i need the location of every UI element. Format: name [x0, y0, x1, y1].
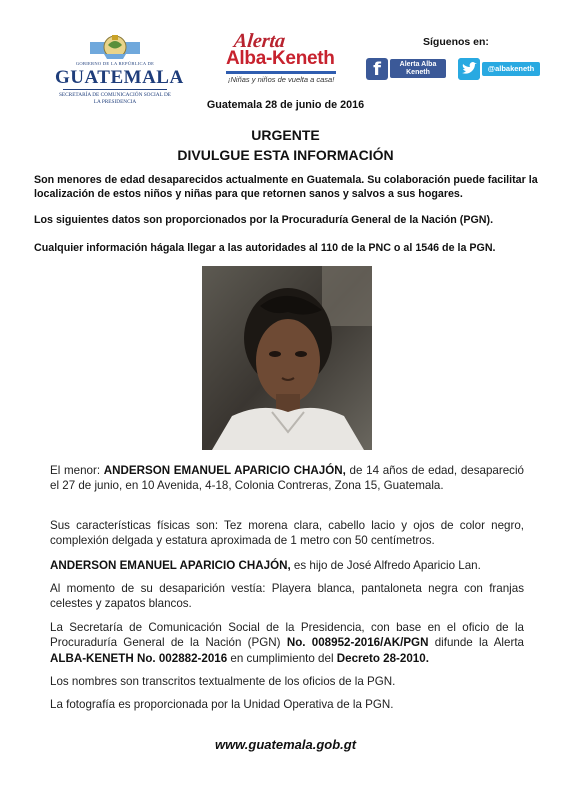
- alerta-logo-line1: Alerta: [232, 30, 287, 52]
- gov-name: GUATEMALA: [55, 67, 184, 88]
- gov-secretaria: SECRETARÍA DE COMUNICACIÓN SOCIAL DE LA PRESIDENCIA: [58, 92, 172, 105]
- alerta-logo-line2: Alba-Keneth: [226, 48, 335, 69]
- parent-paragraph: [50, 558, 524, 573]
- alerta-logo-bar: [226, 71, 336, 74]
- twitter-label: @albakeneth: [482, 62, 540, 76]
- missing-child-photo: [202, 266, 372, 450]
- alert-number: ALBA-KENETH No. 002882-2016: [50, 651, 228, 665]
- text-segment: La Secretaría de Comunicación Social de la Presidencia, con base en el oficio de la Procuraduría General de la Nación (PGN): [50, 621, 524, 650]
- coat-of-arms-icon: [90, 32, 140, 62]
- social-links: [363, 36, 563, 86]
- clothing-paragraph: Al momento de su desaparición vestía: Playera blanca, pantaloneta negra con franjas celestes y zapatos blancos.: [50, 582, 524, 611]
- child-name: ANDERSON EMANUEL APARICIO CHAJÓN,: [103, 464, 346, 477]
- decree-number: Decreto 28-2010.: [336, 651, 429, 665]
- headline-urgente: URGENTE: [251, 127, 320, 143]
- text-segment: en cumplimiento del: [227, 651, 337, 665]
- photo-credit-paragraph: La fotografía es proporcionada por la Unidad Operativa de la PGN.: [50, 698, 394, 711]
- child-name: ANDERSON EMANUEL APARICIO CHAJÓN,: [50, 559, 291, 572]
- names-note-paragraph: Los nombres son transcritos textualmente de los oficios de la PGN.: [50, 675, 396, 688]
- twitter-link[interactable]: [458, 58, 546, 80]
- follow-label: Síguenos en:: [423, 36, 489, 48]
- intro-paragraph-2: Los siguientes datos son proporcionados por la Procuraduría General de la Nación (PGN).: [34, 214, 494, 226]
- facebook-label: Alerta Alba Keneth: [390, 59, 446, 78]
- facebook-link[interactable]: [363, 58, 445, 80]
- alerta-logo-tagline: ¡Niñas y niños de vuelta a casa!: [228, 75, 335, 84]
- gov-divider: [63, 89, 167, 90]
- twitter-icon: [458, 58, 480, 80]
- text-segment: es hijo de José Alfredo Aparicio Lan.: [290, 559, 481, 572]
- oficio-number: No. 008952-2016/AK/PGN: [286, 636, 429, 650]
- description-paragraph: [50, 463, 524, 494]
- bulletin-date: Guatemala 28 de junio de 2016: [206, 99, 365, 111]
- headline-divulgue: DIVULGUE ESTA INFORMACIÓN: [177, 147, 394, 163]
- intro-paragraph-1: Son menores de edad desaparecidos actualmente en Guatemala. Su colaboración puede facilitar la localización de estos niños y niñas para que retornen sanos y salvos a sus hogares.: [34, 174, 538, 200]
- alerta-alba-keneth-logo: [226, 32, 344, 88]
- facebook-icon: f: [366, 58, 388, 80]
- text-segment: El menor:: [50, 464, 104, 477]
- website-link[interactable]: www.guatemala.gob.gt: [214, 737, 357, 752]
- text-segment: de 14 años de edad, desapareció el 27 de junio, en 10 Avenida, 4-18, Colonia Contreras, Zona 15, Guatemala.: [50, 464, 524, 493]
- gov-small-text: GOBIERNO DE LA REPÚBLICA DE: [75, 61, 155, 66]
- intro-paragraph-3: Cualquier información hágala llegar a las autoridades al 110 de la PNC o al 1546 de la PGN.: [34, 242, 496, 254]
- legal-paragraph: [50, 620, 524, 666]
- text-segment: difunde la Alerta: [428, 636, 524, 650]
- physical-characteristics-paragraph: Sus características físicas son: Tez morena clara, cabello lacio y ojos de color negro, complexión delgada y estatura aproximada de 1 metro con 50 centímetros.: [50, 519, 524, 548]
